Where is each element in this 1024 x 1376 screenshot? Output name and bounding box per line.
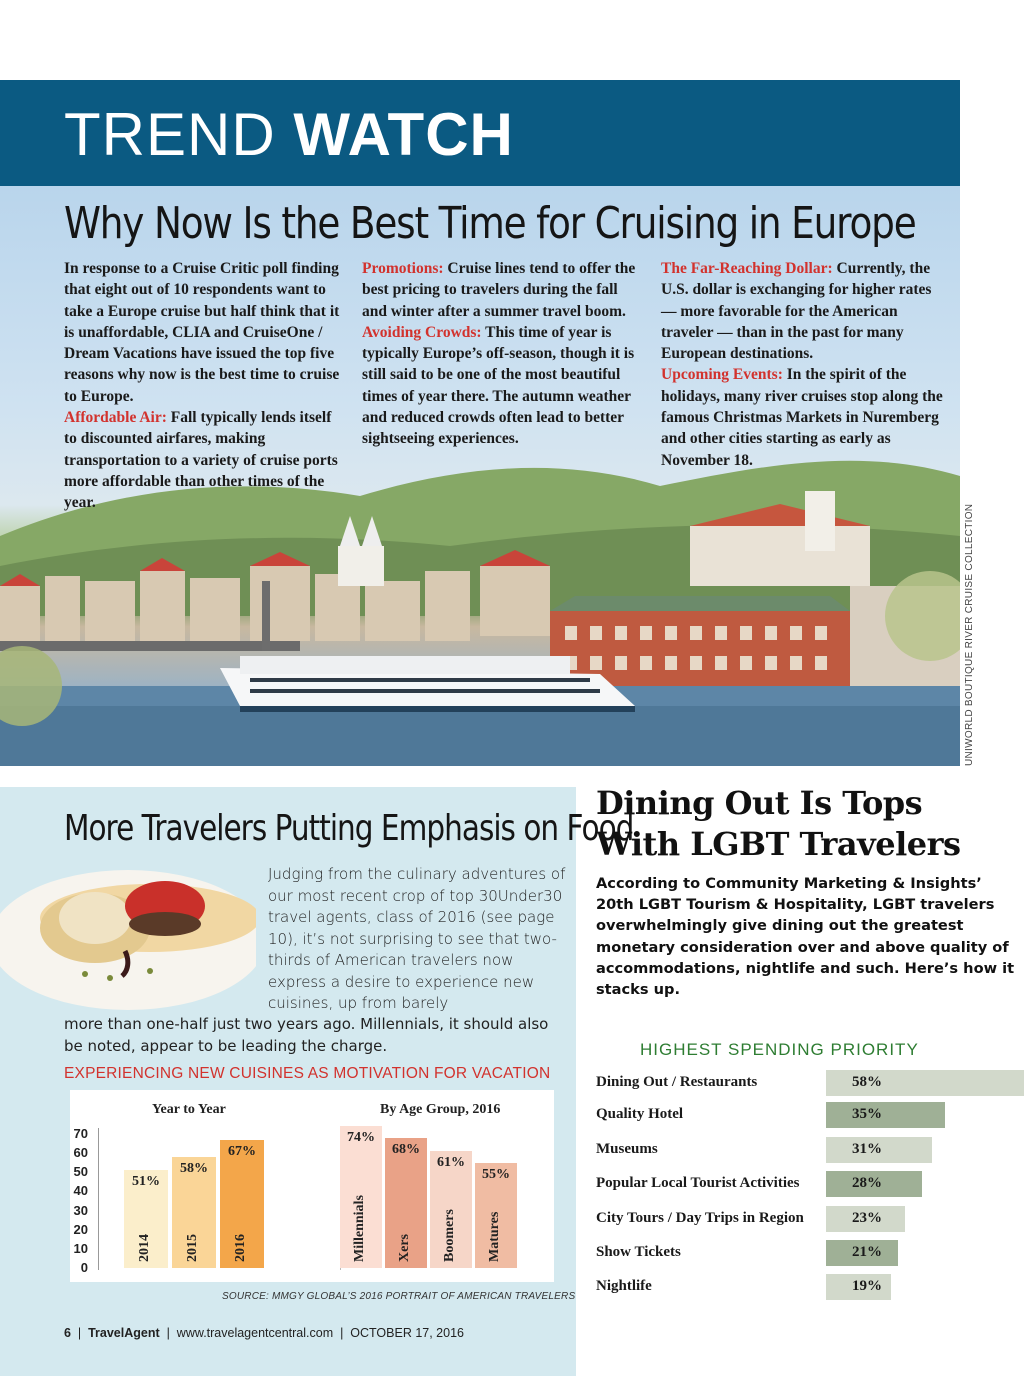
y-tick-label: 30 xyxy=(73,1202,88,1218)
reason-label-promotions: Promotions: xyxy=(362,260,444,277)
y-tick-label: 0 xyxy=(80,1260,88,1275)
article-title: Why Now Is the Best Time for Cruising in Europe xyxy=(64,198,916,249)
reason-label-far-reaching-dollar: The Far-Reaching Dollar: xyxy=(661,260,833,277)
priority-value-label: 21% xyxy=(852,1244,882,1260)
age-category-label: Millennials xyxy=(352,1195,367,1262)
chart-subtitle-age: By Age Group, 2016 xyxy=(380,1102,501,1117)
year-category-label: 2016 xyxy=(233,1234,248,1262)
food-photo xyxy=(0,866,256,1010)
age-category-label: Matures xyxy=(487,1211,502,1262)
lgbt-body: According to Community Marketing & Insights’ 20th LGBT Tourism & Hospitality, LGBT travelers overwhelmingly give dining out the greatest monetary consideration over and above quality of accommodations, nightlife and such. Here’s how it stacks up. xyxy=(596,875,1015,999)
year-value-label: 67% xyxy=(228,1143,256,1159)
reason-label-upcoming-events: Upcoming Events: xyxy=(661,366,783,384)
reason-text-upcoming-events: In the spirit of the holidays, many river cruises stop along the famous Christmas Markets in Nuremberg and other cities starting as early as November 18. xyxy=(661,366,943,469)
year-value-label: 58% xyxy=(180,1160,208,1176)
priority-category-label: Show Tickets xyxy=(596,1244,681,1260)
page-number: 6 xyxy=(64,1326,71,1340)
y-tick-label: 70 xyxy=(73,1126,88,1141)
reason-text-avoiding-crowds: This time of year is typically Europe’s off-season, though it is still said to be one of the most beautiful times of year there. The autumn weather and reduced crowds often lead to better sightseeing experiences. xyxy=(362,323,635,448)
priority-value-label: 23% xyxy=(852,1210,882,1226)
age-value-label: 55% xyxy=(482,1166,510,1182)
lgbt-title: Dining Out Is Tops With LGBT Travelers xyxy=(596,784,961,863)
reason-label-avoiding-crowds: Avoiding Crowds: xyxy=(362,323,482,341)
priority-value-label: 31% xyxy=(852,1141,882,1157)
age-value-label: 68% xyxy=(392,1141,420,1157)
priority-bar xyxy=(826,1102,945,1128)
age-category-label: Boomers xyxy=(442,1209,457,1262)
chart-y-axis xyxy=(98,1128,99,1270)
priority-value-label: 35% xyxy=(852,1106,882,1122)
y-tick-label: 40 xyxy=(73,1183,88,1199)
y-tick-label: 20 xyxy=(73,1221,88,1237)
food-title: More Travelers Putting Emphasis on Food xyxy=(64,808,634,849)
year-category-label: 2015 xyxy=(185,1234,200,1262)
age-value-label: 74% xyxy=(347,1130,375,1146)
footer-brand: TravelAgent xyxy=(88,1326,160,1340)
chart-source: SOURCE: MMGY GLOBAL’S 2016 PORTRAIT OF AMERICAN TRAVELERS xyxy=(222,1291,576,1302)
priority-category-label: Quality Hotel xyxy=(596,1106,684,1122)
photo-credit-text: UNIWORLD BOUTIQUE RIVER CRUISE COLLECTION xyxy=(964,503,975,766)
priority-category-label: Dining Out / Restaurants xyxy=(596,1074,758,1090)
priority-value-label: 28% xyxy=(852,1175,882,1191)
priority-category-label: Popular Local Tourist Activities xyxy=(596,1175,800,1191)
priority-category-label: City Tours / Day Trips in Region xyxy=(596,1210,804,1226)
reason-text-affordable-air: Fall typically lends itself to discounted airfares, making transportation to a variety of cruise ports more affordable than other times of the year. xyxy=(64,409,338,512)
food-body-part1: Judging from the culinary adventures of our most recent crop of top 30Under30 travel agents, class of 2016 (see page 10), it’s not surprising to see that two-thirds of American travelers now express a desire to experience new cuisines, up from barely xyxy=(268,865,566,1012)
section-title-watch: WATCH xyxy=(293,101,514,168)
cuisine-chart-title: EXPERIENCING NEW CUISINES AS MOTIVATION FOR VACATION xyxy=(64,1065,551,1082)
priority-value-label: 58% xyxy=(852,1074,882,1090)
footer-date: OCTOBER 17, 2016 xyxy=(350,1326,464,1340)
priority-value-label: 19% xyxy=(852,1278,882,1294)
age-value-label: 61% xyxy=(437,1155,465,1171)
age-category-label: Xers xyxy=(397,1234,412,1262)
footer-url[interactable]: www.travelagentcentral.com xyxy=(176,1326,334,1340)
y-tick-label: 10 xyxy=(73,1240,88,1256)
article-column-2 xyxy=(362,258,644,450)
priority-chart-title: HIGHEST SPENDING PRIORITY xyxy=(640,1040,919,1059)
food-body-part2: more than one-half just two years ago. Millennials, it should also be noted, appear to be leading the charge. xyxy=(64,1015,549,1055)
article-intro: In response to a Cruise Critic poll finding that eight out of 10 respondents want to take a Europe cruise but half think that it is unaffordable, CLIA and CruiseOne / Dream Vacations have issued the top five reasons why now is the best time to cruise to Europe. xyxy=(64,260,340,405)
reason-label-affordable-air: Affordable Air: xyxy=(64,409,167,427)
article-column-1 xyxy=(64,258,344,514)
article-column-3 xyxy=(661,258,943,471)
priority-category-label: Nightlife xyxy=(596,1278,652,1294)
section-title-trend: TREND xyxy=(64,101,276,168)
year-value-label: 51% xyxy=(132,1174,160,1190)
chart-subtitle-year: Year to Year xyxy=(152,1102,226,1117)
reason-text-promotions: Cruise lines tend to offer the best pricing to travelers during the fall and winter after a summer travel boom. xyxy=(362,260,636,320)
y-tick-label: 50 xyxy=(73,1164,88,1180)
page-footer: 6 | TravelAgent | www.travelagentcentral.com | OCTOBER 17, 2016 xyxy=(64,1326,464,1340)
reason-text-far-reaching-dollar: Currently, the U.S. dollar is exchanging for higher rates — more favorable for the American traveler — than in the past for many European destinations. xyxy=(661,260,932,363)
priority-category-label: Museums xyxy=(596,1141,658,1157)
y-tick-label: 60 xyxy=(73,1145,88,1161)
year-category-label: 2014 xyxy=(137,1234,152,1262)
section-title xyxy=(64,98,514,172)
